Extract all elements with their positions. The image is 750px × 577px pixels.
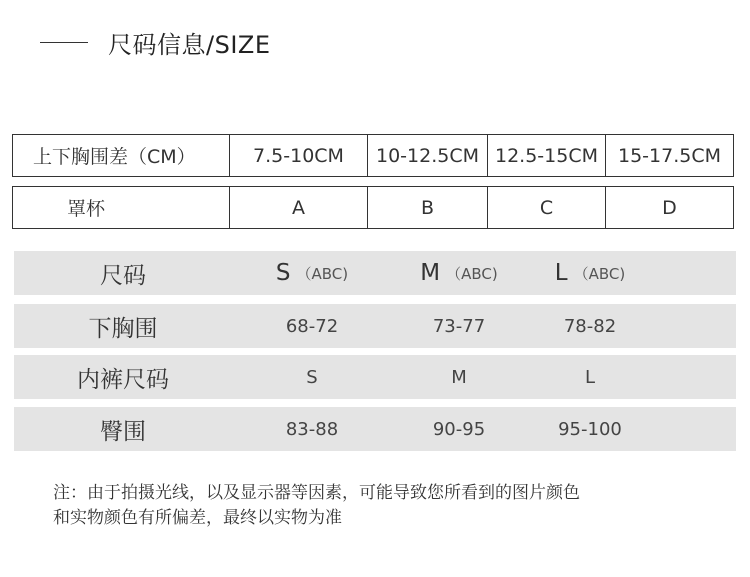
cup-header-range: 12.5-15CM bbox=[487, 135, 605, 176]
hip-row bbox=[14, 407, 736, 451]
size-row bbox=[14, 251, 736, 295]
title-dash bbox=[40, 42, 88, 43]
panty-size-value: S bbox=[306, 366, 318, 388]
size-value bbox=[530, 251, 650, 295]
cup-value: D bbox=[605, 187, 733, 228]
cup-value: A bbox=[229, 187, 367, 228]
underbust-row bbox=[14, 304, 736, 348]
note-line: 注：由于拍摄光线，以及显示器等因素，可能导致您所看到的图片颜色 bbox=[53, 483, 580, 503]
cup-value: C bbox=[487, 187, 605, 228]
hip-value: 90-95 bbox=[432, 418, 486, 440]
size-cup-note: （ABC) bbox=[296, 264, 349, 283]
cup-header-range: 10-12.5CM bbox=[367, 135, 487, 176]
underbust-row-label: 下胸围 bbox=[88, 315, 158, 342]
size-letter: S bbox=[275, 260, 291, 286]
hip-row-label: 臀围 bbox=[100, 418, 146, 445]
size-value bbox=[399, 251, 519, 295]
size-letter: M bbox=[420, 260, 441, 286]
cup-table-cup-row bbox=[12, 186, 734, 229]
note-line: 和实物颜色有所偏差，最终以实物为准 bbox=[53, 508, 342, 528]
cup-table-header-row bbox=[12, 134, 734, 177]
size-cup-note: （ABC) bbox=[573, 264, 626, 283]
cup-header-range: 7.5-10CM bbox=[229, 135, 367, 176]
hip-value: 83-88 bbox=[285, 418, 339, 440]
cup-header-label: 上下胸围差（CM） bbox=[33, 146, 196, 168]
panty-size-row bbox=[14, 355, 736, 399]
panty-size-value: M bbox=[451, 366, 467, 388]
size-cup-note: （ABC) bbox=[446, 264, 498, 283]
size-value bbox=[252, 251, 372, 295]
panty-size-value: L bbox=[584, 366, 596, 388]
size-letter: L bbox=[554, 260, 568, 286]
underbust-value: 78-82 bbox=[563, 315, 617, 337]
hip-value: 95-100 bbox=[558, 418, 622, 440]
cup-value: B bbox=[367, 187, 487, 228]
size-row-label: 尺码 bbox=[100, 262, 146, 289]
panty-size-row-label: 内裤尺码 bbox=[77, 366, 169, 393]
cup-header-range: 15-17.5CM bbox=[605, 135, 733, 176]
page-title: 尺码信息/SIZE bbox=[108, 30, 271, 59]
underbust-value: 73-77 bbox=[432, 315, 486, 337]
section-title bbox=[40, 22, 271, 62]
cup-row-label: 罩杯 bbox=[67, 198, 106, 220]
underbust-value: 68-72 bbox=[285, 315, 339, 337]
color-disclaimer-note bbox=[53, 481, 580, 531]
